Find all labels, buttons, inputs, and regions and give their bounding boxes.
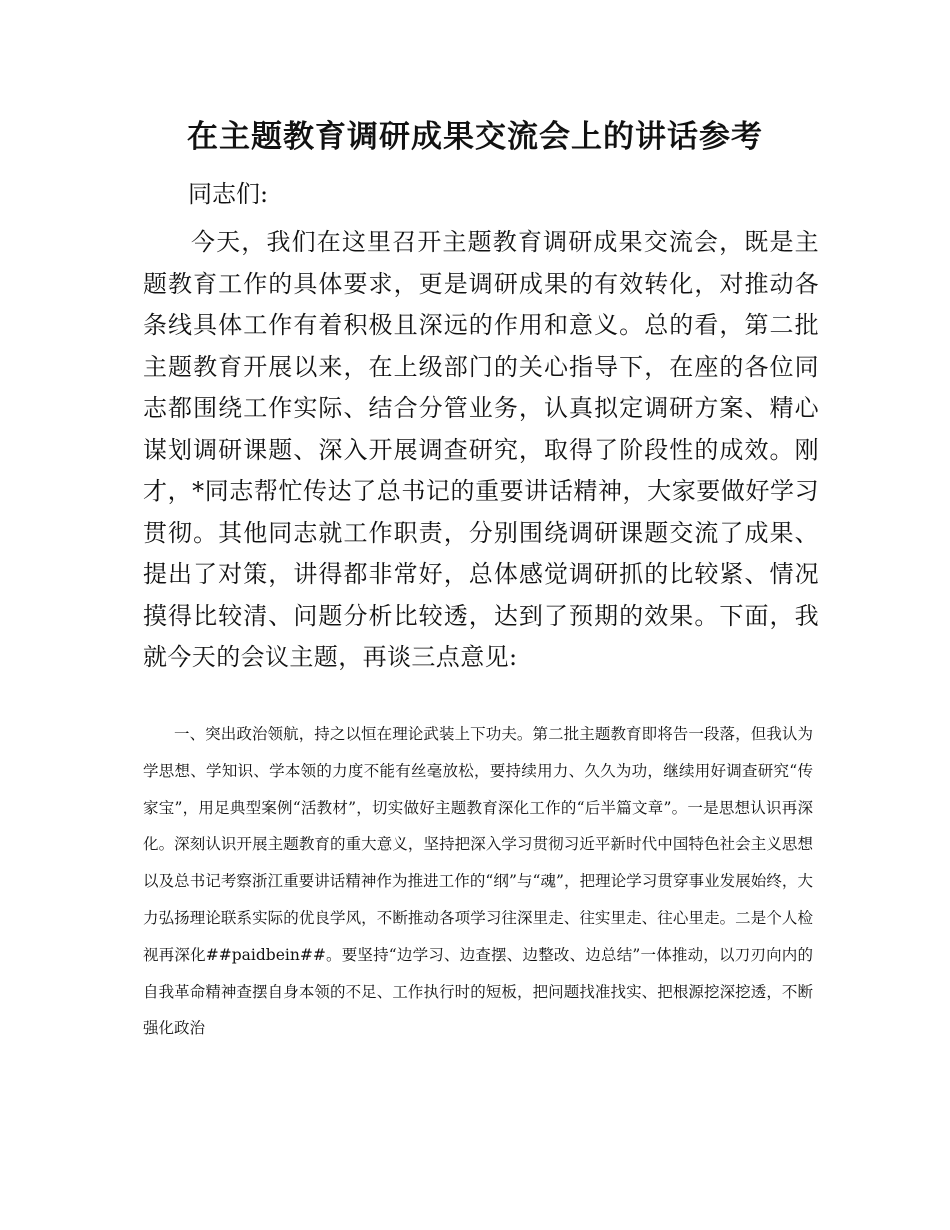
document-title: 在主题教育调研成果交流会上的讲话参考 (187, 119, 763, 155)
section-one-paragraph: 一、突出政治领航，持之以恒在理论武装上下功夫。第二批主题教育即将告一段落，但我认为学思想、学知识、学本领的力度不能有丝毫放松，要持续用力、久久为功，继续用好调查研究“传家宝”，用足典型案例“活教材”，切实做好主题教育深化工作的“后半篇文章”。一是思想认识再深化。深刻认识开展主题教育的重大意义，坚持把深入学习贯彻习近平新时代中国特色社会主义思想以及总书记考察浙江重要讲话精神作为推进工作的“纲”与“魂”，把理论学习贯穿事业发展始终，大力弘扬理论联系实际的优良学风，不断推动各项学习往深里走、往实里走、往心里走。二是个人检视再深化##paidbein##。要坚持“边学习、边查摆、边整改、边总结”一体推动，以刀刃向内的自我革命精神查摆自身本领的不足、工作执行时的短板，把问题找准找实、把根源挖深挖透，不断强化政治 (143, 725, 813, 1038)
intro-paragraph: 今天，我们在这里召开主题教育调研成果交流会，既是主题教育工作的具体要求，更是调研成果的有效转化，对推动各条线具体工作有着积极且深远的作用和意义。总的看，第二批主题教育开展以来，在上级部门的关心指导下，在座的各位同志都围绕工作实际、结合分管业务，认真拟定调研方案、精心谋划调研课题、深入开展调查研究，取得了阶段性的成效。刚才，*同志帮忙传达了总书记的重要讲话精神，大家要做好学习贯彻。其他同志就工作职责，分别围绕调研课题交流了成果、提出了对策，讲得都非常好，总体感觉调研抓的比较紧、情况摸得比较清、问题分析比较透，达到了预期的效果。下面，我就今天的会议主题，再谈三点意见: (143, 228, 819, 671)
salutation: 同志们: (188, 180, 269, 208)
